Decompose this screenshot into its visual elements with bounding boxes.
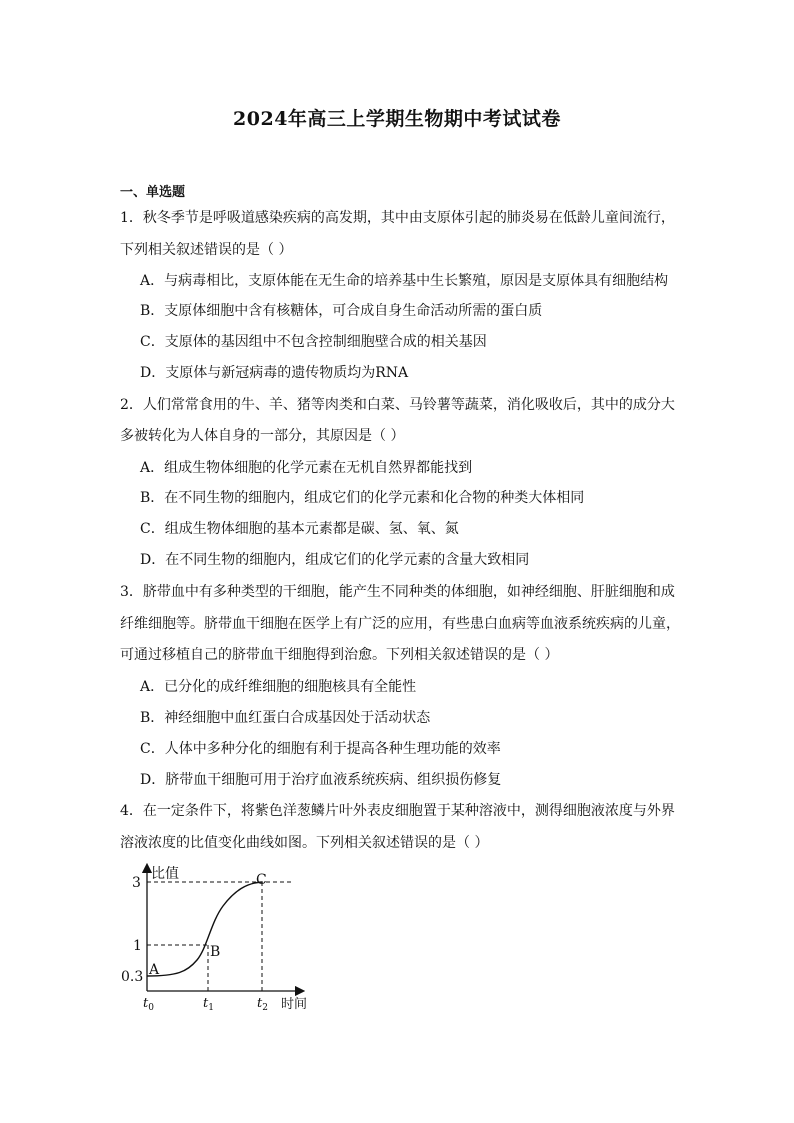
- question-3-line-2: 纤维细胞等。脐带血干细胞在医学上有广泛的应用，有些患白血病等血液系统疾病的儿童，: [120, 616, 680, 632]
- y-axis-label: 比值: [151, 866, 179, 882]
- question-4-line-2: 溶液浓度的比值变化曲线如图。下列相关叙述错误的是（ ）: [120, 835, 489, 851]
- question-3-option-c: C．人体中多种分化的细胞有利于提高各种生理功能的效率: [140, 741, 501, 757]
- y-tick-0-3: 0.3: [121, 969, 144, 985]
- point-a-label: A: [149, 962, 160, 978]
- point-b-label: B: [210, 944, 221, 960]
- y-tick-3: 3: [132, 875, 141, 891]
- section-heading: 一、单选题: [120, 185, 186, 200]
- question-2-option-b: B．在不同生物的细胞内，组成它们的化学元素和化合物的种类大体相同: [140, 490, 585, 506]
- exam-title: 2024年高三上学期生物期中考试试卷: [233, 108, 561, 130]
- x-axis-label: 时间: [281, 997, 308, 1012]
- question-2-line-2: 多被转化为人体自身的一部分，其原因是（ ）: [120, 428, 405, 444]
- x-tick-t0: $t_0$: [143, 996, 154, 1012]
- x-tick-t1: $t_1$: [203, 996, 214, 1012]
- question-3-line-1: 3．脐带血中有多种类型的干细胞，能产生不同种类的体细胞，如神经细胞、肝脏细胞和成: [120, 584, 675, 600]
- question-1-option-c: C．支原体的基因组中不包含控制细胞壁合成的相关基因: [140, 334, 487, 350]
- question-4-line-1: 4．在一定条件下，将紫色洋葱鳞片叶外表皮细胞置于某种溶液中，测得细胞液浓度与外界: [120, 803, 675, 819]
- question-1-option-b: B．支原体细胞中含有核糖体，可合成自身生命活动所需的蛋白质: [140, 303, 543, 319]
- y-tick-1: 1: [133, 938, 142, 954]
- question-1-line-2: 下列相关叙述错误的是（ ）: [120, 242, 293, 258]
- question-2-line-1: 2．人们常常食用的牛、羊、猪等肉类和白菜、马铃薯等蔬菜，消化吸收后，其中的成分大: [120, 397, 675, 413]
- question-3-option-a: A．已分化的成纤维细胞的细胞核具有全能性: [140, 679, 417, 695]
- point-c-label: C: [256, 872, 267, 888]
- question-1-line-1: 1．秋冬季节是呼吸道感染疾病的高发期，其中由支原体引起的肺炎易在低龄儿童间流行，: [120, 210, 675, 226]
- ratio-curve-figure: [115, 862, 330, 1012]
- ratio-curve: [147, 882, 262, 976]
- question-1-option-a: A．与病毒相比，支原体能在无生命的培养基中生长繁殖，原因是支原体具有细胞结构: [140, 273, 669, 289]
- question-3-option-b: B．神经细胞中血红蛋白合成基因处于活动状态: [140, 710, 431, 726]
- question-3-line-3: 可通过移植自己的脐带血干细胞得到治愈。下列相关叙述错误的是（ ）: [120, 647, 559, 663]
- question-2-option-d: D．在不同生物的细胞内，组成它们的化学元素的含量大致相同: [140, 552, 530, 568]
- question-2-option-c: C．组成生物体细胞的基本元素都是碳、氢、氧、氮: [140, 521, 459, 537]
- question-1-option-d: D．支原体与新冠病毒的遗传物质均为RNA: [140, 365, 409, 381]
- question-3-option-d: D．脐带血干细胞可用于治疗血液系统疾病、组织损伤修复: [140, 772, 502, 788]
- x-tick-t2: $t_2$: [257, 996, 268, 1012]
- question-2-option-a: A．组成生物体细胞的化学元素在无机自然界都能找到: [140, 460, 473, 476]
